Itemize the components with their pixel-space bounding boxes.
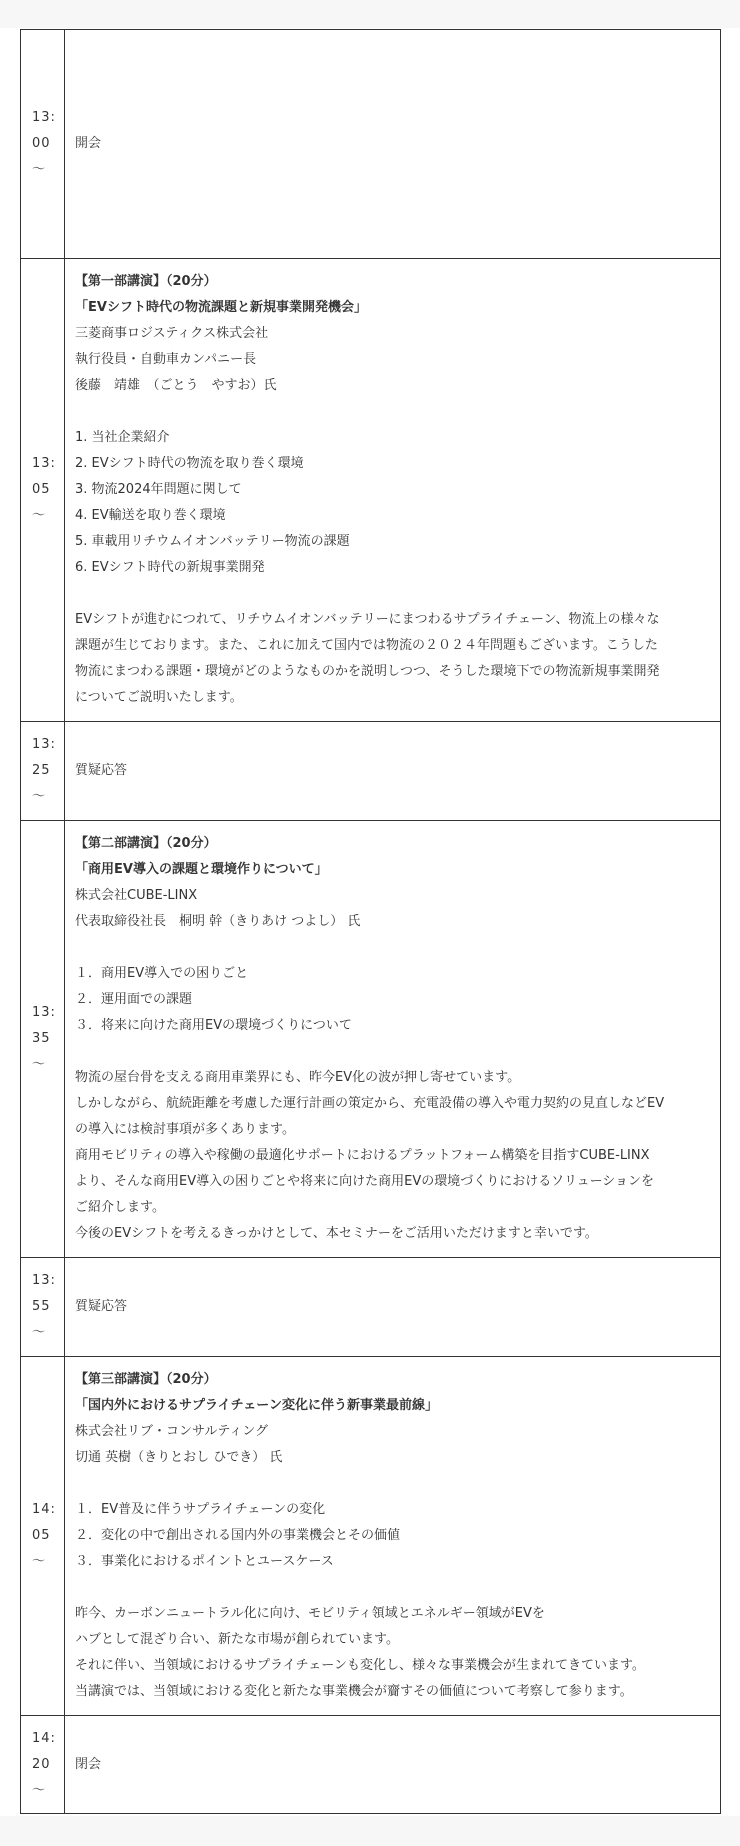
session-cell (65, 821, 721, 1258)
time-minute: 00 (32, 136, 51, 151)
spacer (75, 399, 710, 425)
description-line: ハブとして混ざり合い、新たな市場が創られています。 (75, 1632, 399, 1647)
schedule-table (20, 29, 721, 1814)
agenda-item: ２．変化の中で創出される国内外の事業機会とその価値 (75, 1528, 401, 1543)
session-title: 閉会 (75, 1756, 102, 1772)
time-minute: 05 (32, 482, 51, 497)
time-minute: 35 (32, 1031, 51, 1046)
time-tilde: ～ (32, 1057, 47, 1072)
spacer (75, 1471, 710, 1497)
agenda-item: 6. EVシフト時代の新規事業開発 (75, 560, 265, 575)
session-topic: 「EVシフト時代の物流課題と新規事業開発機会」 (75, 300, 367, 315)
description-line: 物流の屋台骨を支える商用車業界にも、昨今EV化の波が押し寄せています。 (75, 1070, 521, 1085)
spacer (75, 1039, 710, 1065)
agenda-item: １．EV普及に伴うサプライチェーンの変化 (75, 1502, 326, 1517)
description-line: の導入には検討事項が多くあります。 (75, 1122, 295, 1137)
session-heading: 【第一部講演】（20分） (75, 274, 217, 289)
time-tilde: ～ (32, 789, 47, 804)
spacer (75, 581, 710, 607)
agenda-item: 4. EV輸送を取り巻く環境 (75, 508, 226, 523)
time-cell (21, 1716, 65, 1814)
speaker-name: 後藤 靖雄 （ごとう やすお）氏 (75, 378, 277, 393)
session-cell (65, 722, 721, 821)
time-cell (21, 821, 65, 1258)
description-line: 商用モビリティの導入や稼働の最適化サポートにおけるプラットフォーム構築を目指すCUBE-LINX (75, 1148, 650, 1163)
time-cell (21, 259, 65, 722)
speaker-company: 三菱商事ロジスティクス株式会社 (75, 326, 269, 341)
speaker-name: 切通 英樹（きりとおし ひでき） 氏 (75, 1450, 283, 1465)
description-line: 今後のEVシフトを考えるきっかけとして、本セミナーをご活用いただけますと幸いです。 (75, 1226, 598, 1241)
session-title: 質疑応答 (75, 763, 128, 778)
time-tilde: ～ (32, 162, 47, 177)
time-cell (21, 30, 65, 259)
description-line: より、そんな商用EV導入の困りごとや将来に向けた商用EVの環境づくりにおけるソリューションを (75, 1174, 655, 1189)
agenda-item: 2. EVシフト時代の物流を取り巻く環境 (75, 456, 304, 471)
speaker-company: 株式会社CUBE-LINX (75, 888, 198, 903)
session-heading: 【第三部講演】（20分） (75, 1372, 217, 1387)
session-cell (65, 1258, 721, 1357)
agenda-item: 5. 車載用リチウムイオンバッテリー物流の課題 (75, 534, 350, 549)
description-line: 昨今、カーボンニュートラル化に向け、モビリティ領域とエネルギー領域がEVを (75, 1606, 545, 1621)
time-tilde: ～ (32, 508, 47, 523)
session-cell (65, 1716, 721, 1814)
session-topic: 「商用EV導入の課題と環境作りについて」 (75, 862, 328, 877)
time-cell (21, 722, 65, 821)
description-line: 物流にまつわる課題・環境がどのようなものかを説明しつつ、そうした環境下での物流新規事業開発 (75, 664, 660, 679)
spacer (75, 935, 710, 961)
time-hour: 14: (32, 1730, 56, 1746)
description-line: しかしながら、航続距離を考慮した運行計画の策定から、充電設備の導入や電力契約の見直しなどEV (75, 1096, 665, 1111)
time-hour: 13: (32, 737, 56, 752)
schedule-row-session-1 (21, 259, 721, 722)
bottom-margin (0, 1816, 740, 1846)
description-line: それに伴い、当領域におけるサプライチェーンも変化し、様々な事業機会が生まれてきています。 (75, 1658, 645, 1673)
time-minute: 55 (32, 1299, 51, 1314)
speaker-name: 代表取締役社長 桐明 幹（きりあけ つよし） 氏 (75, 914, 361, 929)
agenda-item: 1. 当社企業紹介 (75, 430, 170, 445)
description-line: 課題が生じております。また、これに加えて国内では物流の２０２４年問題もございます。こうした (75, 638, 658, 653)
agenda-item: ２．運用面での課題 (75, 992, 193, 1007)
speaker-position: 執行役員・自動車カンパニー長 (75, 352, 257, 367)
time-minute: 20 (32, 1756, 51, 1772)
session-title: 質疑応答 (75, 1299, 128, 1314)
time-cell (21, 1258, 65, 1357)
agenda-item: 3. 物流2024年問題に関して (75, 482, 242, 497)
description-line: EVシフトが進むにつれて、リチウムイオンバッテリーにまつわるサプライチェーン、物流上の様々な (75, 612, 660, 627)
schedule-row-qa-1 (21, 722, 721, 821)
schedule-row-opening (21, 30, 721, 259)
agenda-item: ３．将来に向けた商用EVの環境づくりについて (75, 1018, 352, 1033)
session-cell (65, 30, 721, 259)
description-line: 当講演では、当領域における変化と新たな事業機会が齎すその価値について考察して参ります。 (75, 1684, 633, 1699)
session-topic: 「国内外におけるサプライチェーン変化に伴う新事業最前線」 (75, 1398, 438, 1413)
time-hour: 13: (32, 110, 56, 125)
schedule-row-qa-2 (21, 1258, 721, 1357)
time-hour: 13: (32, 1005, 56, 1020)
session-cell (65, 1357, 721, 1716)
time-hour: 13: (32, 456, 56, 471)
schedule-row-session-2 (21, 821, 721, 1258)
agenda-item: ３．事業化におけるポイントとユースケース (75, 1554, 334, 1569)
session-heading: 【第二部講演】（20分） (75, 836, 217, 851)
session-title: 開会 (75, 136, 102, 151)
description-line: ご紹介します。 (75, 1200, 165, 1215)
time-tilde: ～ (32, 1782, 47, 1798)
schedule-row-session-3 (21, 1357, 721, 1716)
time-tilde: ～ (32, 1554, 47, 1569)
time-tilde: ～ (32, 1325, 47, 1340)
time-hour: 14: (32, 1502, 56, 1517)
time-cell (21, 1357, 65, 1716)
spacer (75, 1575, 710, 1601)
speaker-company: 株式会社リブ・コンサルティング (75, 1424, 269, 1439)
schedule-row-closing (21, 1716, 721, 1814)
top-margin (0, 0, 740, 28)
time-minute: 05 (32, 1528, 51, 1543)
agenda-item: １．商用EV導入での困りごと (75, 966, 249, 981)
time-hour: 13: (32, 1273, 56, 1288)
time-minute: 25 (32, 763, 51, 778)
session-cell (65, 259, 721, 722)
description-line: についてご説明いたします。 (75, 690, 243, 705)
